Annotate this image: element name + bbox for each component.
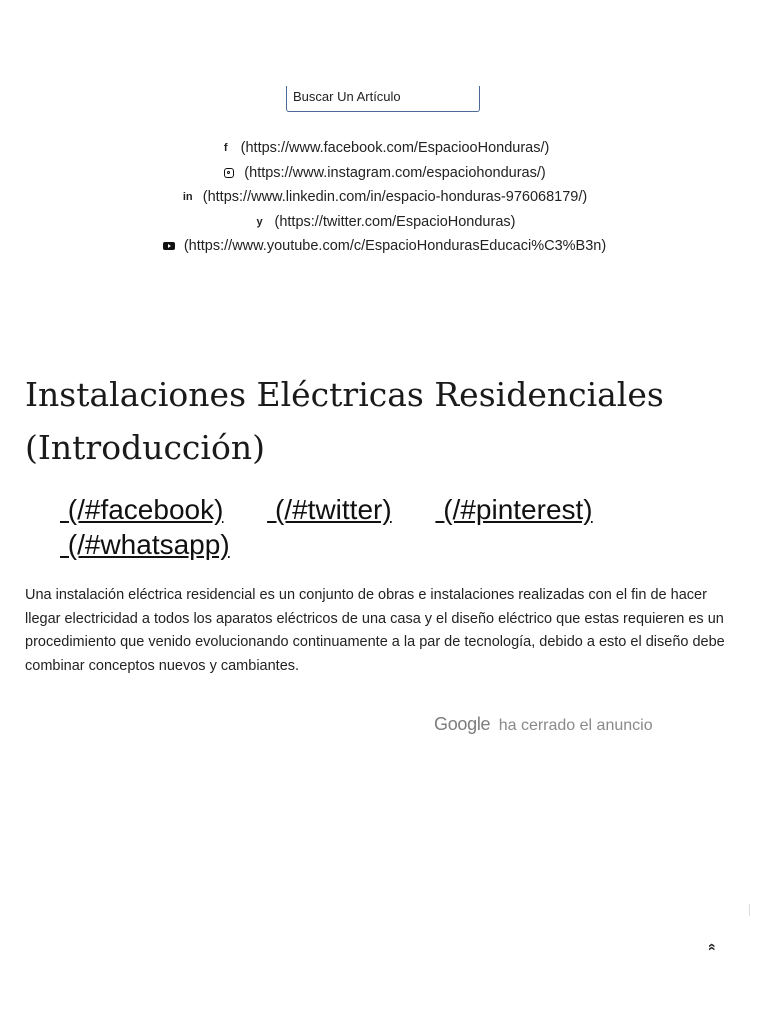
social-link-linkedin[interactable]	[0, 185, 768, 210]
share-pinterest-label[interactable]: (/#pinterest)	[443, 494, 593, 525]
instagram-icon	[222, 161, 236, 186]
ad-closed-message: ha cerrado el anuncio	[498, 717, 653, 734]
share-facebook-link[interactable]	[60, 494, 223, 525]
linkedin-icon: in	[182, 191, 193, 203]
share-twitter-link[interactable]	[267, 494, 391, 525]
scroll-indicator	[749, 904, 750, 916]
back-to-top-button[interactable]	[704, 938, 722, 956]
social-link-url[interactable]: (https://www.instagram.com/espaciohonduras/)	[244, 164, 546, 181]
youtube-icon	[162, 234, 176, 259]
share-whatsapp-link[interactable]	[60, 529, 230, 560]
share-twitter-label[interactable]: (/#twitter)	[274, 494, 392, 525]
social-link-url[interactable]: (https://www.linkedin.com/in/espacio-honduras-976068179/)	[202, 189, 588, 205]
social-links	[0, 136, 768, 259]
twitter-icon: y	[256, 215, 263, 228]
social-link-instagram[interactable]	[0, 161, 768, 186]
article-body: Una instalación eléctrica residencial es un conjunto de obras e instalaciones realizadas con el fin de hacer llegar electricidad a todos los aparatos eléctricos de una casa y el diseño eléctrico que estas requieren es un procedimiento que venido evolucionando continuamente a la par de tecnología, debido a esto el diseño debe combinar conceptos nuevos y cambiantes.	[25, 587, 725, 674]
social-link-url[interactable]: (https://www.youtube.com/c/EspacioHondurasEducaci%C3%B3n)	[183, 238, 607, 254]
facebook-icon: f	[223, 142, 228, 154]
share-facebook-label[interactable]: (/#facebook)	[67, 494, 224, 525]
social-link-facebook[interactable]	[0, 136, 768, 161]
ad-closed-notice	[434, 714, 653, 735]
google-logo: Google	[434, 714, 491, 734]
article-title: Instalaciones Eléctricas Residenciales (Introducción)	[25, 375, 664, 467]
search-input[interactable]: Buscar Un Artículo	[286, 86, 480, 112]
share-links	[60, 492, 740, 562]
social-link-youtube[interactable]	[0, 234, 768, 259]
social-link-url[interactable]: (https://twitter.com/EspacioHonduras)	[274, 213, 516, 230]
share-pinterest-link[interactable]	[435, 494, 592, 525]
share-whatsapp-label[interactable]: (/#whatsapp)	[67, 529, 230, 560]
social-link-twitter[interactable]	[0, 210, 768, 235]
double-chevron-up-icon: «	[704, 943, 721, 951]
social-link-url[interactable]: (https://www.facebook.com/EspaciooHonduras/)	[240, 140, 550, 156]
